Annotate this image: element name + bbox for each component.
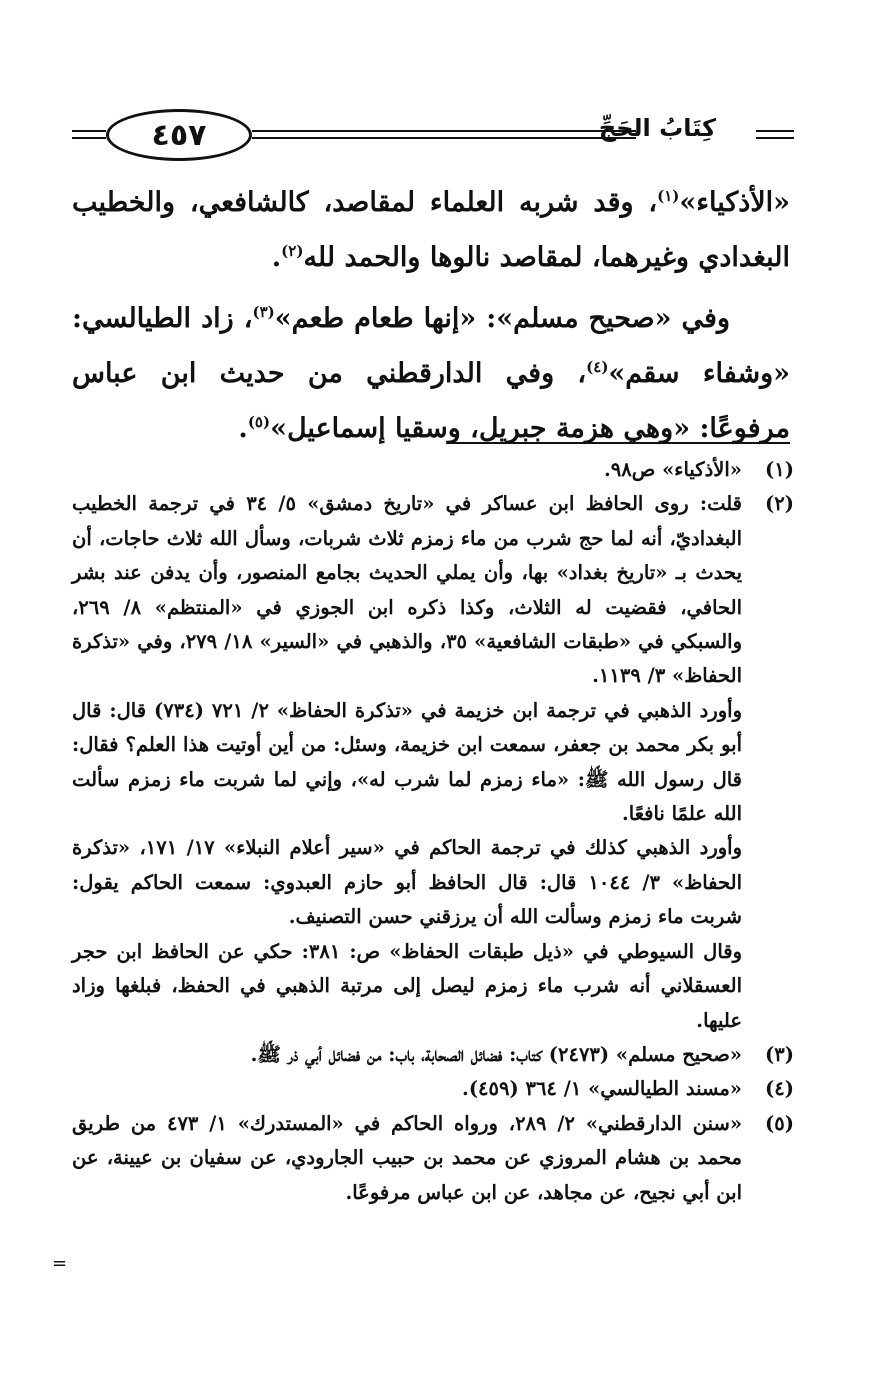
footnote-text: «الأذكياء» ص٩٨. xyxy=(604,458,742,481)
footnote-ref: (٤) xyxy=(586,358,609,376)
footnote-5 xyxy=(72,1107,794,1210)
header-rule-middle-top xyxy=(252,130,636,132)
text-run: . xyxy=(271,242,282,273)
header-rule-right-bottom xyxy=(756,137,794,139)
footnote-ref: (٣) xyxy=(252,303,275,321)
text-run: . xyxy=(238,413,248,444)
footnote-4 xyxy=(72,1072,794,1106)
footnote-number: (٥) xyxy=(765,1111,794,1135)
book-title: كِتَابُ الحَجِّ xyxy=(598,114,716,142)
footnote-number: (٤) xyxy=(765,1077,794,1101)
footnote-1 xyxy=(72,453,794,487)
header-rule-left-bottom xyxy=(72,137,106,139)
header-rule-right-top xyxy=(756,130,794,132)
main-paragraph-2 xyxy=(72,291,790,456)
footnote-ref: (٥) xyxy=(247,413,271,431)
continuation-mark: = xyxy=(52,1253,68,1274)
footnotes xyxy=(72,453,794,1210)
footnote-ref: (١) xyxy=(657,187,680,205)
text-run: ، زاد الطيالسي: «وشفاء سقم» xyxy=(72,303,790,389)
footnote-text: وأورد الذهبي كذلك في ترجمة الحاكم في «سير أعلام النبلاء» ١٧/ ١٧١، «تذكرة الحفاظ» ٣/ ١٠٤٤ قال: قال الحافظ أبو حازم العبدوي: سمعت الحاكم يقول: شربت ماء زمزم وسألت الله أن يرزقني حسن التصنيف. xyxy=(72,836,742,929)
main-paragraph-1 xyxy=(72,175,790,285)
footnote-text: قلت: روى الحافظ ابن عساكر في «تاريخ دمشق» ٥/ ٣٤ في ترجمة الخطيب البغداديّ، أنه لما حج شرب من ماء زمزم ثلاث شربات، وسأل الله ثلاث حاجات، أن يحدث بـ «تاريخ بغداد» بها، وأن يملي الحديث بجامع المنصور، وأن يدفن عند بشر الحافي، فقضيت له الثلاث، وكذا ذكره ابن الجوزي في «المنتظم» ٨/ ٢٦٩، والسبكي في «طبقات الشافعية» ٣٥، والذهبي في «السير» ١٨/ ٢٧٩، وفي «تذكرة الحفاظ» ٣/ ١١٣٩. xyxy=(72,492,742,688)
text-run: ، وقد شربه العلماء لمقاصد، كالشافعي، والخطيب البغدادي وغيرهما، لمقاصد نالوها والحمد لله xyxy=(72,187,790,273)
text-run: وفي «صحيح مسلم»: «إنها طعام طعم» xyxy=(274,303,730,334)
page-header xyxy=(72,106,794,168)
footnote-number: (٣) xyxy=(765,1042,794,1066)
footnote-3 xyxy=(72,1038,794,1072)
header-rule-middle-bottom xyxy=(252,137,636,139)
footnote-2 xyxy=(72,487,794,1038)
page-number: ٤٥٧ xyxy=(151,117,207,153)
footnote-text: وأورد الذهبي في ترجمة ابن خزيمة في «تذكرة الحفاظ» ٢/ ٧٢١ (٧٣٤) قال: قال أبو بكر محمد بن جعفر، سمعت ابن خزيمة، وسئل: من أين أوتيت هذا العلم؟ فقال: قال رسول الله ﷺ: «ماء زمزم لما شرب له»، وإني لما شربت ماء زمزم سألت الله علمًا نافعًا. xyxy=(72,698,742,826)
footnote-text: «سنن الدارقطني» ٢/ ٢٨٩، ورواه الحاكم في «المستدرك» ١/ ٤٧٣ من طريق محمد بن هشام المروزي عن محمد بن حبيب الجارودي، عن سفيان بن عيينة، عن ابن أبي نجيح، عن مجاهد، عن ابن عباس مرفوعًا. xyxy=(72,1111,743,1204)
text-run: «الأذكياء» xyxy=(679,187,790,218)
footnote-text: «مسند الطيالسي» ١/ ٣٦٤ (٤٥٩). xyxy=(462,1077,742,1101)
main-text xyxy=(72,175,790,456)
footnote-text: وقال السيوطي في «ذيل طبقات الحفاظ» ص: ٣٨١: حكي عن الحافظ ابن حجر العسقلاني أنه شرب ماء زمزم ليصل إلى مرتبة الذهبي في الحفظ، فبلغها وزاد عليها. xyxy=(72,939,743,1032)
text-run: ، وفي الدارقطني من حديث ابن عباس مرفوعًا: «وهي هزمة جبريل، وسقيا إسماعيل» xyxy=(72,358,790,444)
footnote-separator xyxy=(447,442,790,444)
page-number-oval xyxy=(106,109,252,161)
footnote-number: (١) xyxy=(765,458,794,481)
footnote-ref: (٢) xyxy=(281,242,304,260)
header-rule-left-top xyxy=(72,130,106,132)
footnote-number: (٢) xyxy=(765,492,794,516)
footnote-text: «صحيح مسلم» (٢٤٧٣) كتاب: فضائل الصحابة، باب: من فضائل أبي ذر ﷺ. xyxy=(250,1042,742,1066)
